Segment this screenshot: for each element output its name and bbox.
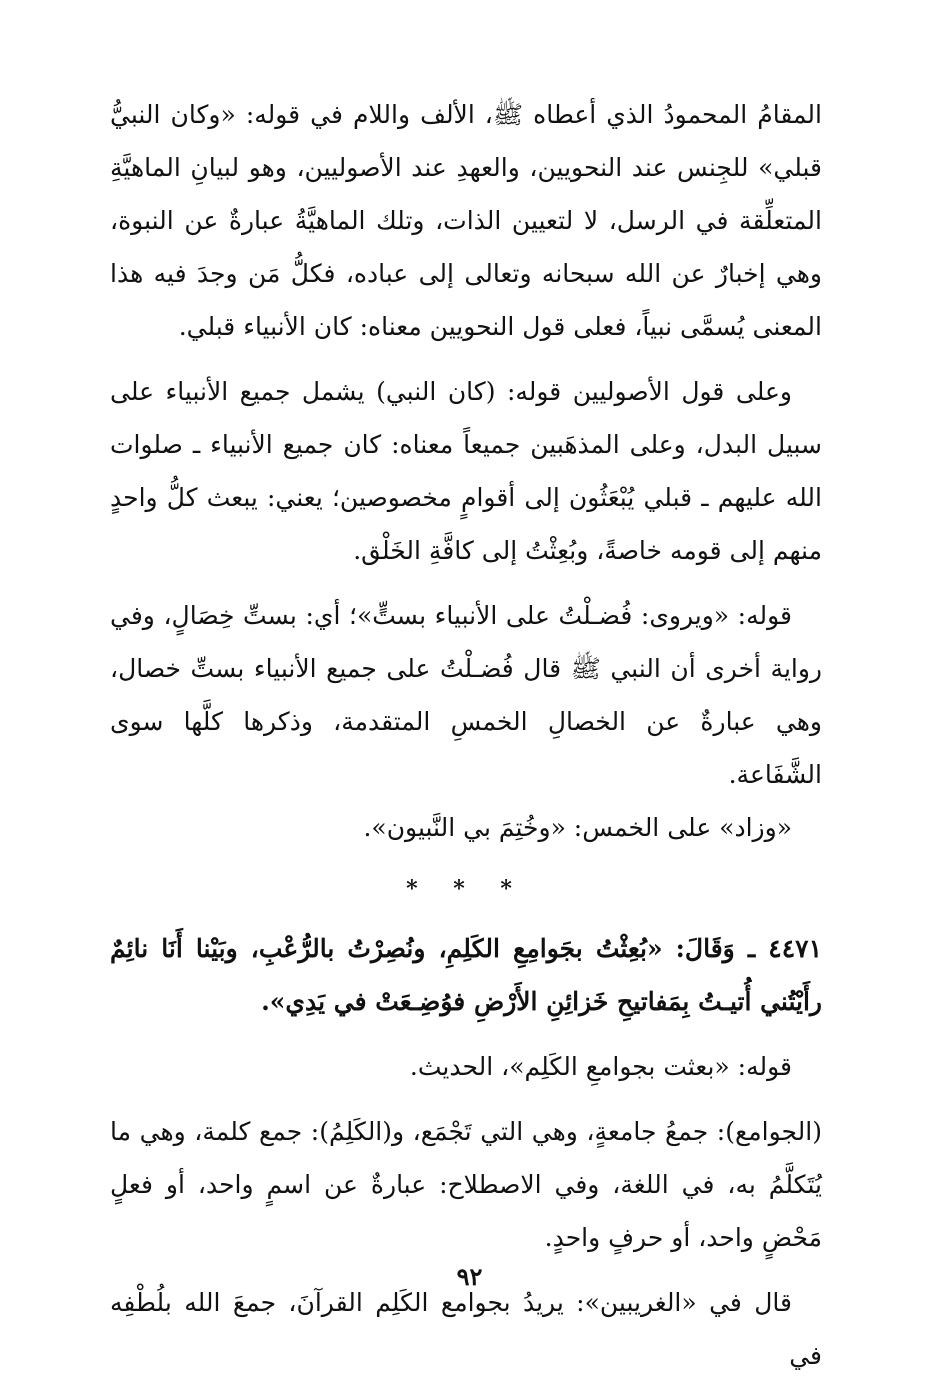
paragraph-3: قوله: «ويروى: فُضـلْتُ على الأنبياء بستٍّ»؛ أي: بستِّ خِصَالٍ، وفي رواية أخرى أن النبي ﷺ قال فُضـلْتُ على جميع الأنبياء بستِّ خصال، وهي عبارةٌ عن الخصالِ الخمسِ المتقدمة، وذكرها كلَّها سوى الشَّفَاعة.	[110, 601, 822, 789]
page-number: ٩٢	[456, 1262, 483, 1291]
paragraph-1: المقامُ المحمودُ الذي أعطاه ﷺ، الألف واللام في قوله: «وكان النبيُّ قبلي» للجِنس عند النحويين، والعهدِ عند الأصوليين، وهو لبيانِ الماهيَّةِ المتعلِّقة في الرسل، لا لتعيين الذات، وتلك الماهيَّةُ عبارةٌ عن النبوة، وهي إخبارٌ عن الله سبحانه وتعالى إلى عباده، فكلُّ مَن وجدَ فيه هذا المعنى يُسمَّى نبياً، فعلى قول النحويين معناه: كان الأنبياء قبلي.	[110, 100, 822, 341]
commentary-3: قال في «الغريبين»: يريدُ بجوامع الكَلِم القرآنَ، جمعَ الله بلُطْفِه في	[110, 1288, 822, 1370]
page-body	[110, 88, 822, 1382]
commentary-2: (الجوامع): جمعُ جامعةٍ، وهي التي تَجْمَع، و(الكَلِمُ): جمع كلمة، وهي ما يُتَكلَّمُ به، في اللغة، وفي الاصطلاح: عبارةٌ عن اسمٍ واحد، أو فعلٍ مَحْضٍ واحد، أو حرفٍ واحدٍ.	[110, 1117, 822, 1252]
paragraph-2: وعلى قول الأصوليين قوله: (كان النبي) يشمل جميع الأنبياء على سبيل البدل، وعلى المذهَبين جميعاً معناه: كان جميع الأنبياء ـ صلوات الله عليهم ـ قبلي يُبْعَثُون إلى أقوامٍ مخصوصين؛ يعني: يبعث كلُّ واحدٍ منهم إلى قومه خاصةً، وبُعِثْتُ إلى كافَّةِ الخَلْق.	[110, 377, 823, 565]
section-separator: * * *	[406, 876, 526, 902]
hadith-text: ٤٤٧١ ـ وَقَالَ: «بُعِثْتُ بجَوامِعِ الكَلِمِ، ونُصِرْتُ بالرُّعْبِ، وبَيْنا أَنَا نائِمٌ رأَيْتُني أُتيـتُ بِمَفاتيحِ خَزائِنِ الأَرْضِ فوُضِـعَتْ في يَدِي».	[110, 934, 822, 1016]
commentary-1: قوله: «بعثت بجوامعِ الكَلِم»، الحديث.	[409, 1052, 792, 1081]
paragraph-4: «وزاد» على الخمس: «وخُتِمَ بي النَّبيون».	[363, 813, 792, 842]
